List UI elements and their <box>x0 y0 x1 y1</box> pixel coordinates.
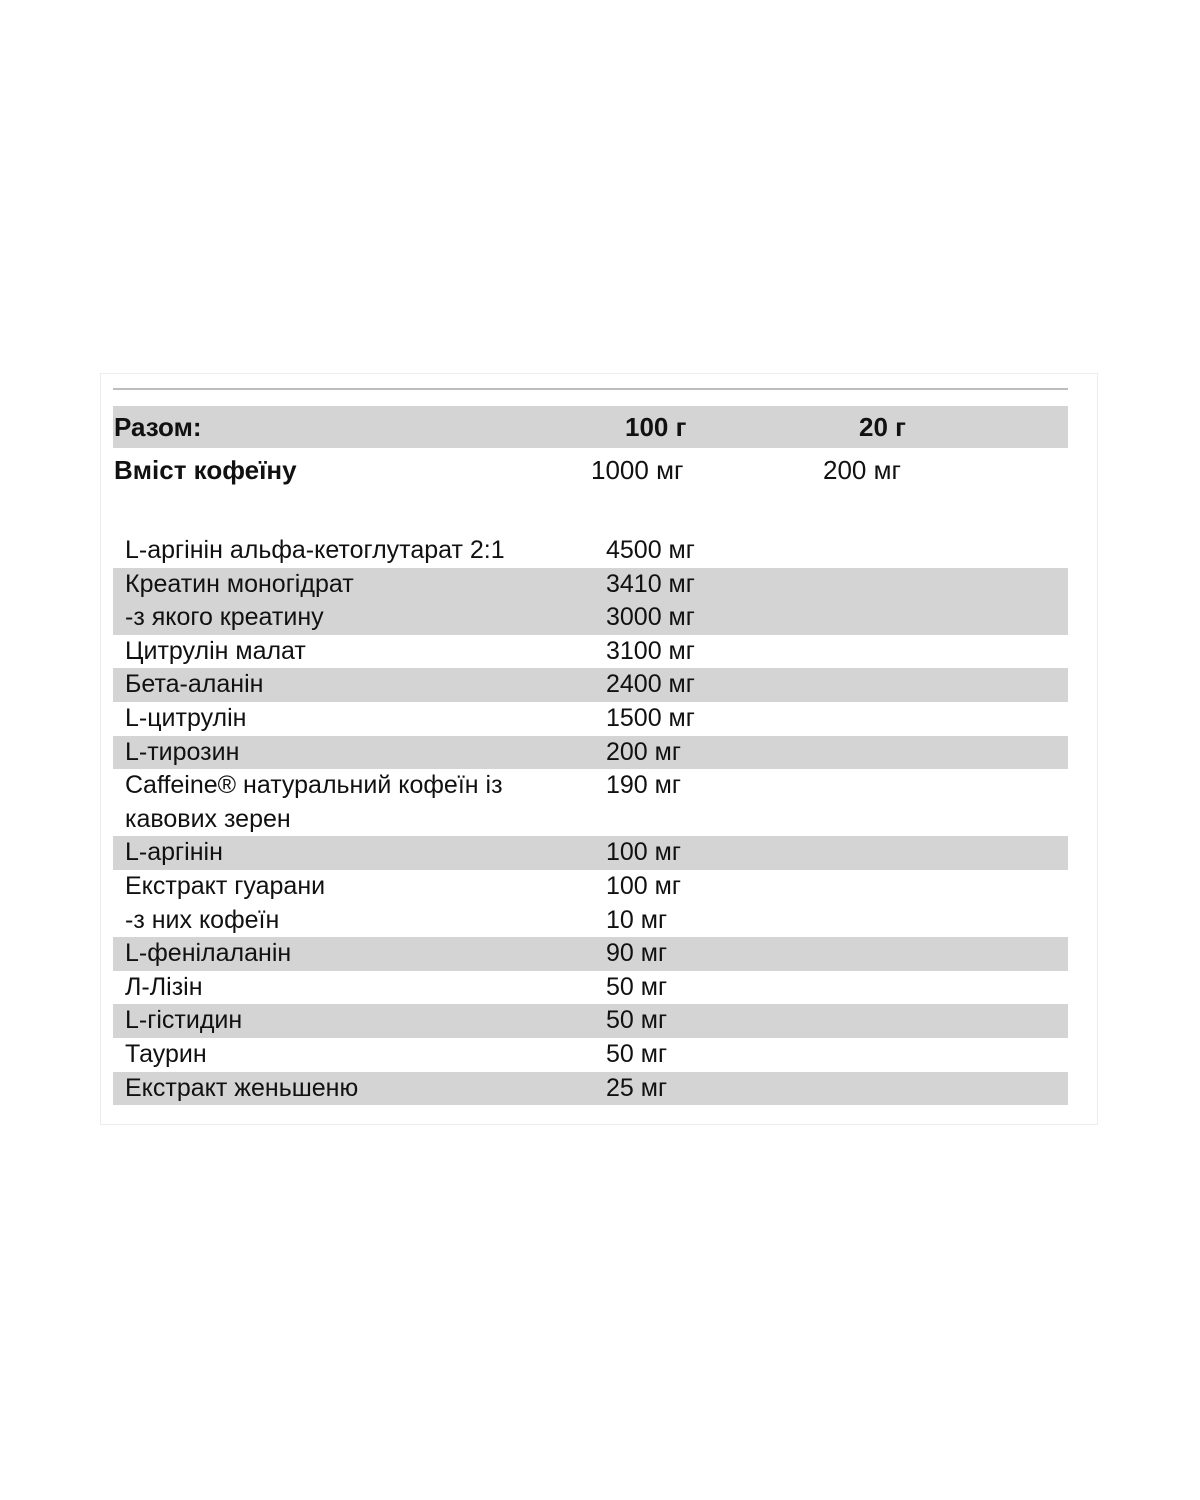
ingredient-name: L-аргінін <box>125 838 223 867</box>
ingredient-name: Екстракт гуарани <box>125 871 326 900</box>
ingredient-row <box>113 702 1068 736</box>
ingredient-row <box>113 769 1068 836</box>
ingredient-name: Екстракт женьшеню <box>125 1073 359 1102</box>
ingredient-name: L-тирозин <box>125 737 240 766</box>
ingredient-amount: 3000 мг <box>606 603 695 632</box>
ingredient-name: Цитрулін малат <box>125 636 306 665</box>
ingredient-name: Л-Лізін <box>125 972 203 1001</box>
ingredient-amount: 10 мг <box>606 905 668 934</box>
ingredient-row <box>113 870 1068 904</box>
ingredient-name: Бета-аланін <box>125 670 264 699</box>
ingredient-amount: 3100 мг <box>606 636 695 665</box>
ingredients-table <box>113 534 1068 1105</box>
ingredient-name: -з них кофеїн <box>125 905 280 934</box>
total-label: Разом: <box>114 412 202 442</box>
column-header-20g: 20 г <box>859 412 906 442</box>
caffeine-content-row <box>113 449 1068 491</box>
caffeine-per-20g: 200 мг <box>823 455 901 485</box>
ingredient-row <box>113 601 1068 635</box>
ingredient-amount: 90 мг <box>606 939 668 968</box>
ingredient-amount: 1500 мг <box>606 703 695 732</box>
ingredient-name: L-цитрулін <box>125 703 247 732</box>
ingredient-name: L-аргінін альфа-кетоглутарат 2:1 <box>125 536 505 564</box>
ingredient-amount: 190 мг <box>606 771 681 800</box>
ingredient-name: L-фенілаланін <box>125 939 292 968</box>
ingredient-name: Креатин моногідрат <box>125 569 354 598</box>
ingredient-amount: 2400 мг <box>606 670 695 699</box>
ingredient-amount: 100 мг <box>606 871 681 900</box>
caffeine-per-100g: 1000 мг <box>591 455 684 485</box>
ingredient-row <box>113 568 1068 602</box>
ingredient-row <box>113 904 1068 938</box>
table-top-divider <box>113 388 1068 390</box>
ingredient-row <box>113 836 1068 870</box>
ingredient-name: L-гістидин <box>125 1006 243 1035</box>
ingredient-row <box>113 1072 1068 1106</box>
ingredient-amount: 200 мг <box>606 737 681 766</box>
ingredient-row <box>113 534 1068 568</box>
ingredient-row <box>113 937 1068 971</box>
ingredient-amount: 25 мг <box>606 1073 668 1102</box>
ingredient-row <box>113 668 1068 702</box>
ingredient-amount: 100 мг <box>606 838 681 867</box>
caffeine-content-label: Вміст кофеїну <box>114 455 297 485</box>
ingredient-row <box>113 635 1068 669</box>
ingredient-amount: 50 мг <box>606 1006 668 1035</box>
ingredient-amount: 3410 мг <box>606 569 695 598</box>
ingredient-row <box>113 1004 1068 1038</box>
column-header-100g: 100 г <box>625 412 687 442</box>
ingredient-name: Caffeine® натуральний кофеїн із кавових зерен <box>125 771 503 833</box>
ingredient-name: -з якого креатину <box>125 603 324 632</box>
ingredient-row <box>113 1038 1068 1072</box>
total-header-row <box>113 406 1068 448</box>
ingredient-name: Таурин <box>125 1039 207 1068</box>
ingredient-amount: 4500 мг <box>606 536 695 564</box>
ingredient-row <box>113 736 1068 770</box>
ingredient-amount: 50 мг <box>606 1039 668 1068</box>
ingredient-amount: 50 мг <box>606 972 668 1001</box>
ingredient-row <box>113 971 1068 1005</box>
